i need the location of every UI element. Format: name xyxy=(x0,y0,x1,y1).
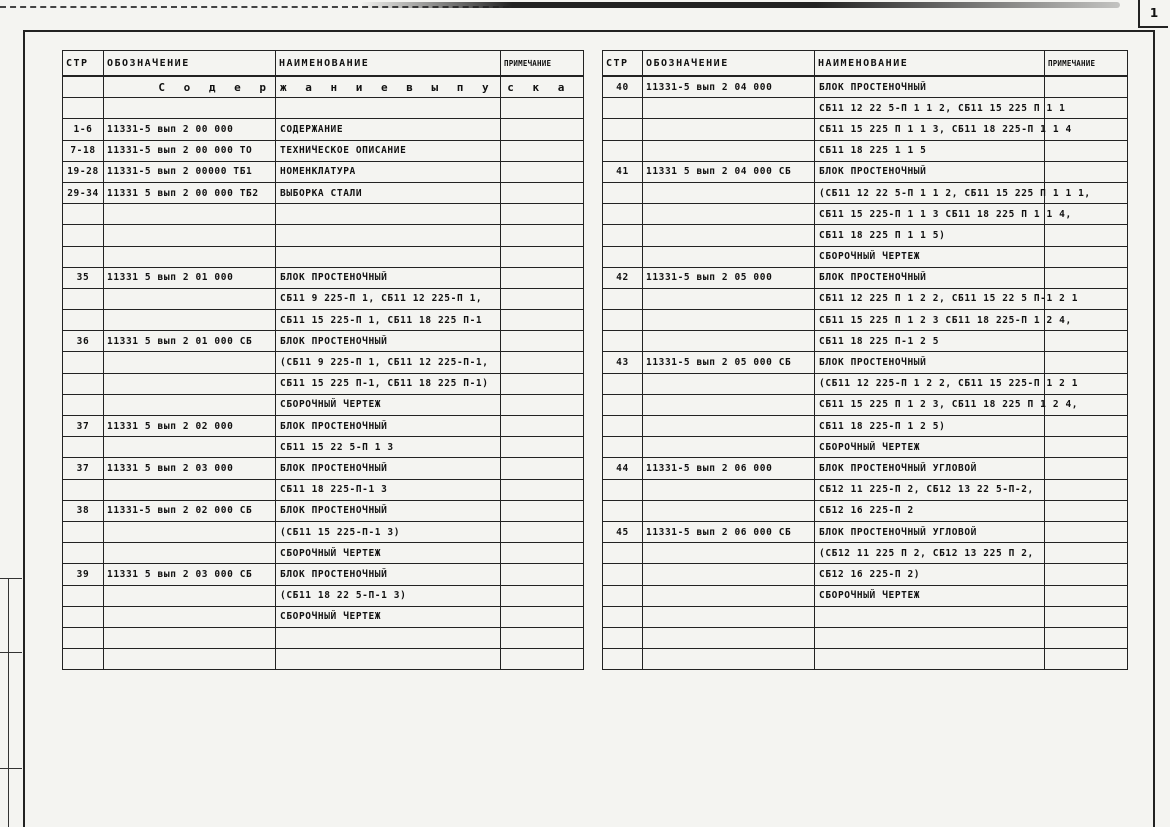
cell-designation xyxy=(643,310,815,331)
cell-name: СБ11 12 22 5-П 1 1 2, СБ11 15 225 П 1 1 xyxy=(815,98,1045,119)
header-name: НАИМЕНОВАНИЕ xyxy=(276,51,501,77)
table-row xyxy=(63,98,584,119)
table-row xyxy=(63,564,584,585)
cell-page xyxy=(603,606,643,627)
table-row xyxy=(603,416,1128,437)
cell-name xyxy=(276,204,501,225)
table-row xyxy=(63,119,584,140)
cell-page xyxy=(63,352,104,373)
cell-page: 40 xyxy=(603,76,643,98)
cell-designation xyxy=(104,627,276,648)
cell-designation xyxy=(643,394,815,415)
cell-designation: 11331-5 вып 2 04 000 xyxy=(643,76,815,98)
cell-note xyxy=(501,119,584,140)
cell-note xyxy=(501,500,584,521)
cell-designation: 11331-5 вып 2 00 000 ТО xyxy=(104,140,276,161)
cell-designation xyxy=(643,479,815,500)
cell-designation xyxy=(104,606,276,627)
cell-name: СБ11 15 225-П 1 1 3 СБ11 18 225 П 1 1 4, xyxy=(815,204,1045,225)
table-row xyxy=(603,288,1128,309)
cell-page: 41 xyxy=(603,161,643,182)
cell-note xyxy=(501,564,584,585)
table-row xyxy=(603,606,1128,627)
cell-page xyxy=(603,119,643,140)
cell-name: ж а н и е в ы п у с к а xyxy=(276,76,501,98)
cell-page: 35 xyxy=(63,267,104,288)
cell-designation xyxy=(104,204,276,225)
cell-page xyxy=(603,246,643,267)
cell-page: 37 xyxy=(63,458,104,479)
cell-name: СБОРОЧНЫЙ ЧЕРТЕЖ xyxy=(815,246,1045,267)
table-row xyxy=(63,288,584,309)
cell-name: СБ11 18 225 П-1 2 5 xyxy=(815,331,1045,352)
cell-note xyxy=(1045,76,1128,98)
cell-name: СБ11 15 225 П 1 2 3 СБ11 18 225-П 1 2 4, xyxy=(815,310,1045,331)
cell-designation xyxy=(643,627,815,648)
cell-page xyxy=(63,98,104,119)
table-row xyxy=(63,76,584,98)
cell-page xyxy=(63,288,104,309)
table-row xyxy=(63,204,584,225)
table-row xyxy=(603,627,1128,648)
cell-note xyxy=(1045,543,1128,564)
cell-name: БЛОК ПРОСТЕНОЧНЫЙ xyxy=(815,267,1045,288)
cell-note xyxy=(501,627,584,648)
cell-name: БЛОК ПРОСТЕНОЧНЫЙ УГЛОВОЙ xyxy=(815,521,1045,542)
table-row xyxy=(603,267,1128,288)
table-row xyxy=(63,521,584,542)
header-designation: ОБОЗНАЧЕНИЕ xyxy=(643,51,815,77)
cell-page xyxy=(63,437,104,458)
cell-page: 39 xyxy=(63,564,104,585)
cell-page xyxy=(603,416,643,437)
cell-note xyxy=(1045,246,1128,267)
cell-note xyxy=(501,288,584,309)
cell-note xyxy=(501,140,584,161)
cell-name: СБОРОЧНЫЙ ЧЕРТЕЖ xyxy=(276,543,501,564)
cell-name xyxy=(276,627,501,648)
cell-note xyxy=(501,331,584,352)
table-row xyxy=(603,204,1128,225)
top-border-stroke xyxy=(360,2,1120,8)
cell-note xyxy=(1045,458,1128,479)
cell-page xyxy=(63,246,104,267)
cell-page xyxy=(63,394,104,415)
table-row xyxy=(603,225,1128,246)
cell-designation xyxy=(643,606,815,627)
cell-designation xyxy=(104,394,276,415)
table-row xyxy=(63,479,584,500)
cell-name: СБ11 18 225-П 1 2 5) xyxy=(815,416,1045,437)
cell-page xyxy=(63,225,104,246)
cell-designation: 11331 5 вып 2 00 000 ТБ2 xyxy=(104,182,276,203)
header-name: НАИМЕНОВАНИЕ xyxy=(815,51,1045,77)
binding-margin-line xyxy=(8,578,9,827)
cell-note xyxy=(501,161,584,182)
cell-designation xyxy=(643,373,815,394)
cell-name: СБ11 9 225-П 1, СБ11 12 225-П 1, xyxy=(276,288,501,309)
cell-designation: 11331 5 вып 2 04 000 СБ xyxy=(643,161,815,182)
cell-designation xyxy=(643,288,815,309)
cell-name: НОМЕНКЛАТУРА xyxy=(276,161,501,182)
cell-designation xyxy=(643,416,815,437)
cell-designation xyxy=(643,500,815,521)
cell-name: БЛОК ПРОСТЕНОЧНЫЙ xyxy=(276,458,501,479)
cell-name: СБОРОЧНЫЙ ЧЕРТЕЖ xyxy=(815,437,1045,458)
table-row xyxy=(603,310,1128,331)
cell-note xyxy=(1045,500,1128,521)
cell-page xyxy=(63,649,104,670)
cell-note xyxy=(1045,479,1128,500)
cell-note xyxy=(1045,352,1128,373)
cell-page: 1-6 xyxy=(63,119,104,140)
cell-note xyxy=(1045,225,1128,246)
cell-designation xyxy=(104,352,276,373)
table-row xyxy=(603,437,1128,458)
table-header-row xyxy=(63,51,584,77)
cell-designation: 11331 5 вып 2 01 000 xyxy=(104,267,276,288)
cell-page: 29-34 xyxy=(63,182,104,203)
table-row xyxy=(603,521,1128,542)
cell-note xyxy=(1045,416,1128,437)
contents-table-left xyxy=(62,50,584,670)
cell-page xyxy=(603,394,643,415)
table-row xyxy=(63,140,584,161)
cell-designation xyxy=(104,246,276,267)
cell-designation xyxy=(104,437,276,458)
cell-note xyxy=(501,373,584,394)
table-row xyxy=(603,500,1128,521)
cell-designation xyxy=(643,204,815,225)
cell-note xyxy=(1045,627,1128,648)
cell-page xyxy=(63,606,104,627)
cell-page xyxy=(63,627,104,648)
table-row xyxy=(63,437,584,458)
cell-note xyxy=(501,585,584,606)
cell-page xyxy=(63,479,104,500)
cell-name: (СБ11 12 22 5-П 1 1 2, СБ11 15 225 П 1 1 1, xyxy=(815,182,1045,203)
cell-note xyxy=(1045,140,1128,161)
cell-name xyxy=(276,649,501,670)
cell-note xyxy=(501,246,584,267)
cell-name xyxy=(815,627,1045,648)
cell-page xyxy=(603,543,643,564)
cell-designation: 11331 5 вып 2 02 000 xyxy=(104,416,276,437)
table-row xyxy=(603,119,1128,140)
cell-page: 19-28 xyxy=(63,161,104,182)
cell-designation: 11331 5 вып 2 03 000 xyxy=(104,458,276,479)
cell-designation: 11331-5 вып 2 02 000 СБ xyxy=(104,500,276,521)
table-row xyxy=(603,161,1128,182)
cell-note xyxy=(501,394,584,415)
cell-page: 7-18 xyxy=(63,140,104,161)
table-row xyxy=(603,331,1128,352)
cell-name: (СБ11 18 22 5-П-1 3) xyxy=(276,585,501,606)
cell-designation xyxy=(104,310,276,331)
cell-designation xyxy=(104,373,276,394)
table-row xyxy=(63,416,584,437)
cell-name: СБОРОЧНЫЙ ЧЕРТЕЖ xyxy=(276,606,501,627)
cell-name xyxy=(815,649,1045,670)
cell-designation xyxy=(104,479,276,500)
cell-name: БЛОК ПРОСТЕНОЧНЫЙ УГЛОВОЙ xyxy=(815,458,1045,479)
cell-designation xyxy=(643,331,815,352)
cell-designation xyxy=(104,649,276,670)
table-row xyxy=(603,373,1128,394)
cell-name: БЛОК ПРОСТЕНОЧНЫЙ xyxy=(276,500,501,521)
table-row xyxy=(63,182,584,203)
cell-note xyxy=(501,225,584,246)
cell-designation xyxy=(643,437,815,458)
cell-page xyxy=(63,204,104,225)
cell-name: БЛОК ПРОСТЕНОЧНЫЙ xyxy=(815,76,1045,98)
cell-name: ВЫБОРКА СТАЛИ xyxy=(276,182,501,203)
cell-page xyxy=(603,479,643,500)
cell-page: 36 xyxy=(63,331,104,352)
header-designation: ОБОЗНАЧЕНИЕ xyxy=(104,51,276,77)
cell-designation xyxy=(643,585,815,606)
cell-designation: С о д е р xyxy=(104,76,276,98)
table-row xyxy=(603,140,1128,161)
cell-name: (СБ12 11 225 П 2, СБ12 13 225 П 2, xyxy=(815,543,1045,564)
cell-note xyxy=(501,458,584,479)
cell-page xyxy=(603,585,643,606)
cell-note xyxy=(501,267,584,288)
cell-note xyxy=(501,416,584,437)
cell-designation: 11331-5 вып 2 05 000 xyxy=(643,267,815,288)
binding-margin-mark xyxy=(0,768,22,769)
header-note: ПРИМЕЧАНИЕ xyxy=(1045,51,1128,77)
cell-page: 37 xyxy=(63,416,104,437)
cell-page xyxy=(603,204,643,225)
table-header-row xyxy=(603,51,1128,77)
cell-designation xyxy=(643,564,815,585)
cell-page xyxy=(603,373,643,394)
cell-page: 42 xyxy=(603,267,643,288)
cell-designation xyxy=(104,288,276,309)
cell-name: СБ12 16 225-П 2) xyxy=(815,564,1045,585)
cell-name xyxy=(276,246,501,267)
table-row xyxy=(63,352,584,373)
cell-name: СБ11 15 225 П 1 1 3, СБ11 18 225-П 1 1 4 xyxy=(815,119,1045,140)
cell-designation xyxy=(643,140,815,161)
cell-note xyxy=(501,521,584,542)
cell-designation xyxy=(643,119,815,140)
cell-note xyxy=(1045,606,1128,627)
cell-note xyxy=(1045,649,1128,670)
cell-name xyxy=(815,606,1045,627)
cell-designation xyxy=(643,225,815,246)
cell-name: СБ11 15 22 5-П 1 3 xyxy=(276,437,501,458)
cell-designation xyxy=(104,543,276,564)
cell-page xyxy=(603,500,643,521)
cell-note xyxy=(1045,564,1128,585)
cell-page xyxy=(63,585,104,606)
cell-designation xyxy=(104,585,276,606)
cell-name: СБ11 12 225 П 1 2 2, СБ11 15 22 5 П-1 2 1 xyxy=(815,288,1045,309)
table-row xyxy=(603,479,1128,500)
cell-page xyxy=(603,331,643,352)
cell-page xyxy=(603,649,643,670)
cell-page xyxy=(63,76,104,98)
cell-designation: 11331-5 вып 2 06 000 xyxy=(643,458,815,479)
cell-page xyxy=(603,310,643,331)
sheet-number: 1 xyxy=(1138,0,1168,28)
cell-note xyxy=(1045,437,1128,458)
cell-note xyxy=(501,352,584,373)
cell-page xyxy=(603,98,643,119)
cell-note xyxy=(501,543,584,564)
cell-designation: 11331-5 вып 2 00000 ТБ1 xyxy=(104,161,276,182)
cell-name: СБ11 15 225-П 1, СБ11 18 225 П-1 xyxy=(276,310,501,331)
cell-designation xyxy=(643,649,815,670)
cell-name: СБ11 15 225 П-1, СБ11 18 225 П-1) xyxy=(276,373,501,394)
cell-name: СБ12 11 225-П 2, СБ12 13 22 5-П-2, xyxy=(815,479,1045,500)
table-row xyxy=(63,606,584,627)
cell-name: СБ11 15 225 П 1 2 3, СБ11 18 225 П 1 2 4, xyxy=(815,394,1045,415)
table-row xyxy=(63,585,584,606)
cell-page xyxy=(63,310,104,331)
cell-note xyxy=(1045,161,1128,182)
table-row xyxy=(603,182,1128,203)
cell-note xyxy=(1045,331,1128,352)
cell-name: СБ12 16 225-П 2 xyxy=(815,500,1045,521)
table-row xyxy=(63,225,584,246)
cell-name: (СБ11 15 225-П-1 3) xyxy=(276,521,501,542)
cell-designation: 11331-5 вып 2 05 000 СБ xyxy=(643,352,815,373)
table-row xyxy=(63,267,584,288)
table-row xyxy=(63,500,584,521)
cell-name: СБ11 18 225-П-1 3 xyxy=(276,479,501,500)
cell-page: 44 xyxy=(603,458,643,479)
table-row xyxy=(63,161,584,182)
contents-table-right xyxy=(602,50,1128,670)
cell-page: 43 xyxy=(603,352,643,373)
cell-name: ТЕХНИЧЕСКОЕ ОПИСАНИЕ xyxy=(276,140,501,161)
cell-page xyxy=(603,225,643,246)
cell-name xyxy=(276,98,501,119)
cell-page xyxy=(63,543,104,564)
cell-note xyxy=(501,606,584,627)
cell-designation xyxy=(104,225,276,246)
cell-name: (СБ11 12 225-П 1 2 2, СБ11 15 225-П 1 2 1 xyxy=(815,373,1045,394)
table-row xyxy=(63,373,584,394)
table-row xyxy=(603,585,1128,606)
cell-note xyxy=(501,437,584,458)
cell-designation xyxy=(643,246,815,267)
cell-name: СБ11 18 225 1 1 5 xyxy=(815,140,1045,161)
header-note: ПРИМЕЧАНИЕ xyxy=(501,51,584,77)
table-row xyxy=(603,352,1128,373)
cell-note xyxy=(501,310,584,331)
cell-note xyxy=(501,204,584,225)
cell-page xyxy=(603,627,643,648)
cell-designation: 11331-5 вып 2 00 000 xyxy=(104,119,276,140)
cell-designation xyxy=(104,98,276,119)
cell-note xyxy=(1045,267,1128,288)
binding-margin-mark xyxy=(0,652,22,653)
table-row xyxy=(63,627,584,648)
cell-note xyxy=(501,649,584,670)
table-row xyxy=(603,394,1128,415)
cell-name: (СБ11 9 225-П 1, СБ11 12 225-П-1, xyxy=(276,352,501,373)
cell-name: БЛОК ПРОСТЕНОЧНЫЙ xyxy=(815,161,1045,182)
header-page: СТР xyxy=(603,51,643,77)
cell-note xyxy=(501,479,584,500)
cell-designation: 11331-5 вып 2 06 000 СБ xyxy=(643,521,815,542)
table-row xyxy=(63,331,584,352)
cell-name: БЛОК ПРОСТЕНОЧНЫЙ xyxy=(276,331,501,352)
header-page: СТР xyxy=(63,51,104,77)
binding-margin-mark xyxy=(0,578,22,579)
cell-page xyxy=(63,521,104,542)
cell-designation: 11331 5 вып 2 03 000 СБ xyxy=(104,564,276,585)
cell-designation xyxy=(104,521,276,542)
table-row xyxy=(63,458,584,479)
cell-name xyxy=(276,225,501,246)
cell-note xyxy=(1045,521,1128,542)
cell-page xyxy=(603,564,643,585)
cell-name: СОДЕРЖАНИЕ xyxy=(276,119,501,140)
table-row xyxy=(603,543,1128,564)
cell-name: БЛОК ПРОСТЕНОЧНЫЙ xyxy=(276,564,501,585)
table-row xyxy=(63,543,584,564)
table-row xyxy=(603,458,1128,479)
cell-name: БЛОК ПРОСТЕНОЧНЫЙ xyxy=(815,352,1045,373)
cell-designation xyxy=(643,543,815,564)
cell-page xyxy=(603,140,643,161)
table-row xyxy=(603,246,1128,267)
cell-designation xyxy=(643,98,815,119)
table-row xyxy=(63,310,584,331)
table-row xyxy=(603,76,1128,98)
cell-page xyxy=(603,437,643,458)
table-row xyxy=(63,394,584,415)
cell-name: БЛОК ПРОСТЕНОЧНЫЙ xyxy=(276,416,501,437)
cell-name: СБОРОЧНЫЙ ЧЕРТЕЖ xyxy=(815,585,1045,606)
cell-page: 38 xyxy=(63,500,104,521)
cell-note xyxy=(1045,585,1128,606)
cell-page xyxy=(603,182,643,203)
cell-name: БЛОК ПРОСТЕНОЧНЫЙ xyxy=(276,267,501,288)
cell-page xyxy=(603,288,643,309)
cell-name: СБ11 18 225 П 1 1 5) xyxy=(815,225,1045,246)
cell-note xyxy=(501,182,584,203)
table-row xyxy=(603,649,1128,670)
cell-designation xyxy=(643,182,815,203)
cell-name: СБОРОЧНЫЙ ЧЕРТЕЖ xyxy=(276,394,501,415)
table-row xyxy=(63,246,584,267)
cell-page: 45 xyxy=(603,521,643,542)
cell-note xyxy=(501,98,584,119)
table-row xyxy=(603,564,1128,585)
table-row xyxy=(603,98,1128,119)
table-row xyxy=(63,649,584,670)
cell-designation: 11331 5 вып 2 01 000 СБ xyxy=(104,331,276,352)
cell-page xyxy=(63,373,104,394)
